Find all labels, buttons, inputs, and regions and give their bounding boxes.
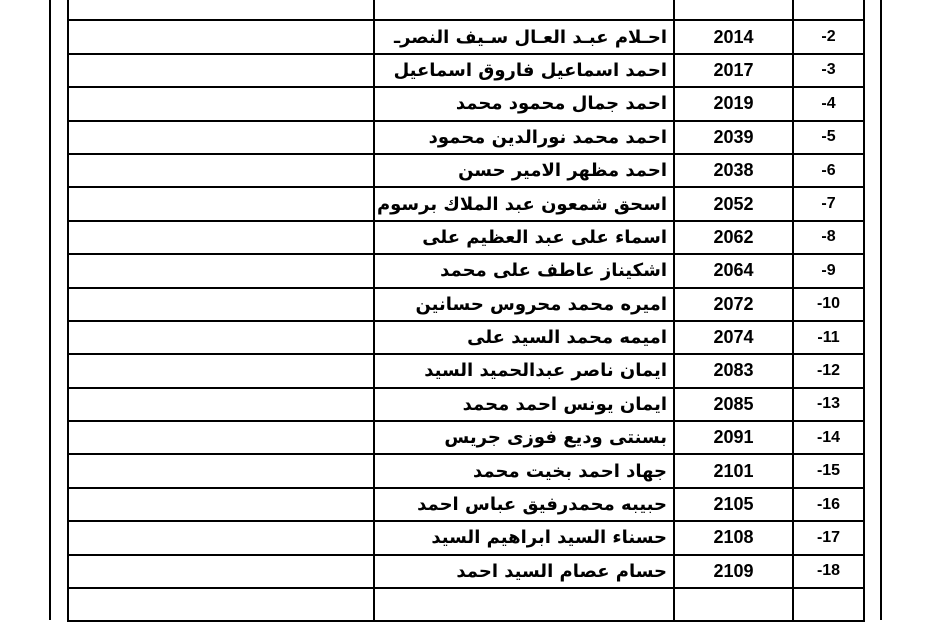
blank-cell <box>68 521 374 554</box>
student-code: 2074 <box>674 321 793 354</box>
student-name: حبيبه محمدرفيق عباس احمد <box>374 488 674 521</box>
blank-cell <box>68 388 374 421</box>
student-code: 2105 <box>674 488 793 521</box>
table-row <box>68 20 864 53</box>
table-row <box>68 555 864 588</box>
student-name: جهاد احمد بخيت محمد <box>374 454 674 487</box>
student-name: احمد اسماعيل فاروق اسماعيل <box>374 54 674 87</box>
student-code: 2085 <box>674 388 793 421</box>
table-row <box>68 154 864 187</box>
table-row <box>68 354 864 387</box>
student-code <box>674 0 793 20</box>
row-number <box>793 588 864 621</box>
blank-cell <box>68 454 374 487</box>
table-row <box>68 421 864 454</box>
blank-cell <box>68 20 374 53</box>
student-name: اشكيناز عاطف على محمد <box>374 254 674 287</box>
student-name: اميمه محمد السيد على <box>374 321 674 354</box>
table-row <box>68 54 864 87</box>
student-code: 2083 <box>674 354 793 387</box>
student-name: اسحق شمعون عبد الملاك برسوم <box>374 187 674 220</box>
row-number: -7 <box>793 187 864 220</box>
blank-cell <box>68 288 374 321</box>
blank-cell <box>68 321 374 354</box>
table-row <box>68 121 864 154</box>
table-row <box>68 187 864 220</box>
student-code: 2072 <box>674 288 793 321</box>
row-number: -2 <box>793 20 864 53</box>
student-name: احمد محمد نورالدين محمود <box>374 121 674 154</box>
student-code <box>674 588 793 621</box>
row-number: -10 <box>793 288 864 321</box>
row-number: -12 <box>793 354 864 387</box>
blank-cell <box>68 121 374 154</box>
student-name: احمد مظهر الامير حسن <box>374 154 674 187</box>
blank-cell <box>68 0 374 20</box>
student-name <box>374 0 674 20</box>
table-row <box>68 454 864 487</box>
row-number <box>793 0 864 20</box>
student-name: ايمان ناصر عبدالحميد السيد <box>374 354 674 387</box>
table-row <box>68 388 864 421</box>
student-code: 2091 <box>674 421 793 454</box>
table-row <box>68 588 864 621</box>
student-code: 2014 <box>674 20 793 53</box>
blank-cell <box>68 488 374 521</box>
row-number: -18 <box>793 555 864 588</box>
blank-cell <box>68 221 374 254</box>
blank-cell <box>68 588 374 621</box>
table-row <box>68 321 864 354</box>
row-number: -3 <box>793 54 864 87</box>
table-row <box>68 521 864 554</box>
row-number: -16 <box>793 488 864 521</box>
row-number: -17 <box>793 521 864 554</box>
row-number: -8 <box>793 221 864 254</box>
row-number: -11 <box>793 321 864 354</box>
student-code: 2017 <box>674 54 793 87</box>
row-number: -15 <box>793 454 864 487</box>
student-name: حسناء السيد ابراهيم السيد <box>374 521 674 554</box>
blank-cell <box>68 421 374 454</box>
row-number: -13 <box>793 388 864 421</box>
table-row <box>68 254 864 287</box>
blank-cell <box>68 354 374 387</box>
student-name: اسماء على عبد العظيم على <box>374 221 674 254</box>
student-name <box>374 588 674 621</box>
student-name: احمد جمال محمود محمد <box>374 87 674 120</box>
student-roster-table <box>67 0 865 622</box>
table-row <box>68 0 864 20</box>
student-name: حسام عصام السيد احمد <box>374 555 674 588</box>
row-number: -5 <box>793 121 864 154</box>
blank-cell <box>68 555 374 588</box>
table-row <box>68 221 864 254</box>
student-code: 2064 <box>674 254 793 287</box>
student-code: 2108 <box>674 521 793 554</box>
student-name: اميره محمد محروس حسانين <box>374 288 674 321</box>
student-name: بسنتى وديع فوزى جريس <box>374 421 674 454</box>
table-row <box>68 488 864 521</box>
blank-cell <box>68 187 374 220</box>
student-code: 2101 <box>674 454 793 487</box>
student-name: ايمان يونس احمد محمد <box>374 388 674 421</box>
blank-cell <box>68 154 374 187</box>
row-number: -4 <box>793 87 864 120</box>
blank-cell <box>68 254 374 287</box>
student-code: 2038 <box>674 154 793 187</box>
page-border-left <box>49 0 51 620</box>
row-number: -6 <box>793 154 864 187</box>
table-row <box>68 288 864 321</box>
page-border-right <box>880 0 882 620</box>
row-number: -14 <box>793 421 864 454</box>
table-row <box>68 87 864 120</box>
student-code: 2039 <box>674 121 793 154</box>
blank-cell <box>68 54 374 87</box>
blank-cell <box>68 87 374 120</box>
student-code: 2019 <box>674 87 793 120</box>
student-code: 2062 <box>674 221 793 254</box>
student-code: 2052 <box>674 187 793 220</box>
student-code: 2109 <box>674 555 793 588</box>
student-name: احـلام عبـد العـال سـيف النصرـ <box>374 20 674 53</box>
row-number: -9 <box>793 254 864 287</box>
